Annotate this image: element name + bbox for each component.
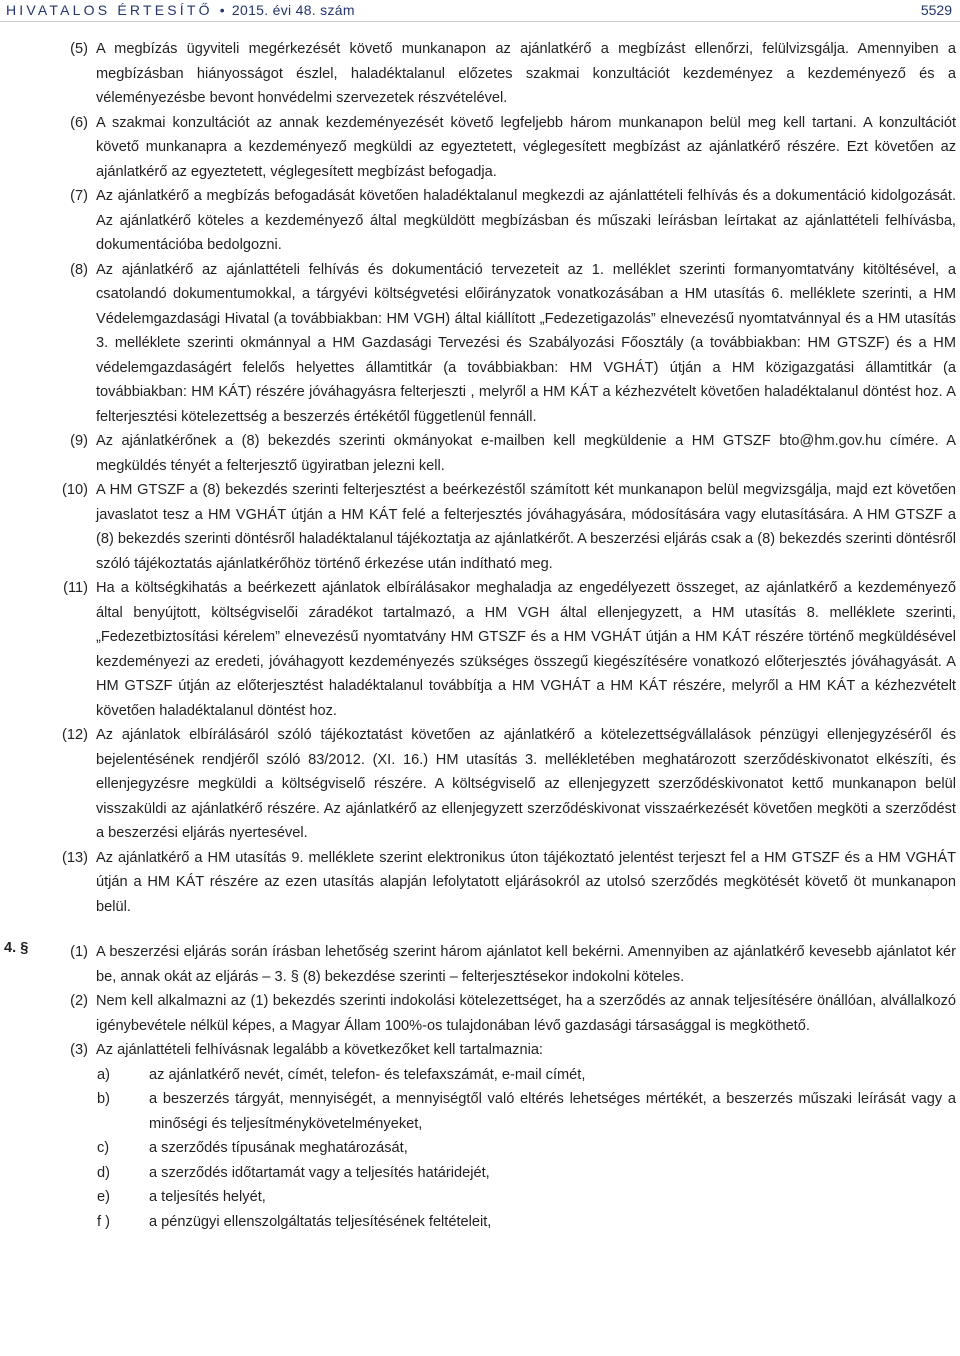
document-body [0,37,960,1234]
list-item [0,1210,960,1235]
paragraph [0,846,960,920]
paragraph-text: A szakmai konzultációt az annak kezdeményezését követő legfeljebb három munkanapon belül meg kell tartani. A konzultációt követő munkanapra a kezdeményező megküldi az egyeztetett, véglegesített megbízást az ajánlatkérő részére. Ezt követően az ajánlatkérő az egyeztetett, véglegesített megbízást befogadja. [96,114,956,180]
paragraph-text: Ha a költségkihatás a beérkezett ajánlatok elbírálásakor meghaladja az engedélyezett összeget, az ajánlatkérő a kezdeményező által benyújtott, költségviselői záradékot tartalmazó, a HM VGH által ellenjegyzett, a HM utasítás 8. melléklete szerinti,„Fedezetbiztosítási kérelem” elnevezésű nyomtatvány HM GTSZF és a HM VGHÁT útján a HM KÁT részére történő megküldésével kezdeményezi az eredeti, jóváhagyott kezdeményezés szükséges összegű kiegészítésére vonatkozó előterjesztés jóváhagyását. A HM GTSZF útján az előterjesztést haladéktalanul továbbítja a HM VGHÁT a HM KÁT részére, melyről a HM KÁT a kézhezvételt követően haladéktalanul döntést hoz. [96,580,956,719]
paragraph-number: (13) [62,849,88,866]
section-4 [0,940,960,1234]
paragraph-number: (6) [70,114,88,131]
paragraph-text: A HM GTSZF a (8) bekezdés szerinti felterjesztést a beérkezéstől számított két munkanapon belül megvizsgálja, majd ezt követően javaslatot tesz a HM VGHÁT útján a HM KÁT felé a felterjesztés jóváhagyására, módosítására vagy elutasítására. A HM GTSZF a (8) bekezdés szerinti döntésről haladéktalanul tájékoztatja az ajánlatkérőt. A beszerzési eljárás csak a (8) bekezdés szerinti döntésről szóló tájékoztatás ajánlatkérőhöz történő érkezése után indítható meg. [96,482,956,572]
requirement-list [0,1063,960,1235]
paragraph-text: Az ajánlatok elbírálásáról szóló tájékoztatást követően az ajánlatkérő a kötelezettségvállalások pénzügyi ellenjegyzéséről és bejelentésének rendjéről szóló 83/2012. (XI. 16.) HM utasítás 3. mellékletében meghatározott szerződéskivonatot elkészíti, és ellenjegyzésre megküldi a költségviselő részére. A költségviselő az ellenjegyzett szerződéskivonatot kettő munkanapon belül visszaküldi az ajánlatkérő részére. Az ajánlatkérő az ellenjegyzett szerződéskivonat visszaérkezését követően megköti a szerződést a beszerzési eljárás nyertesével. [96,727,956,841]
paragraph [0,723,960,846]
list-item-letter: c) [97,1140,110,1156]
list-item-text: a szerződés típusának meghatározását, [149,1140,408,1156]
list-item-text: az ajánlatkérő nevét, címét, telefon- és telefaxszámát, e-mail címét, [149,1066,586,1083]
paragraph-text: Az ajánlatkérő a HM utasítás 9. melléklete szerint elektronikus úton tájékoztató jelentést terjeszt fel a HM GTSZF és a HM VGHÁT útján a HM KÁT részére az ezen utasítás alapján lefolytatott eljárásokról az utolsó szerződés megkötését követő öt munkanapon belül. [96,849,956,915]
list-item [0,1063,960,1088]
paragraph-text: Az ajánlatkérőnek a (8) bekezdés szerinti okmányokat e-mailben kell megküldenie a HM GTSZF bto@hm.gov.hu címére. A megküldés tényét a felterjesztő ügyiratban jelezni kell. [96,433,956,474]
issue-label: 2015. évi 48. szám [231,2,355,18]
paragraph-number: (9) [70,433,88,449]
list-item [0,1087,960,1136]
list-item-text: a beszerzés tárgyát, mennyiségét, a mennyiségtől való eltérés lehetséges mértékét, a beszerzés műszaki leírását vagy a minőségi és teljesítménykövetelményeket, [149,1091,956,1132]
paragraph-text: A beszerzési eljárás során írásban lehetőség szerint három ajánlatot kell bekérni. Amennyiben az ajánlatkérő kevesebb ajánlatot kér be, annak okát az eljárás – 3. § (8) bekezdése szerinti – felterjesztésekor indokolni köteles. [96,944,956,985]
list-item-letter: e) [97,1189,110,1205]
list-item-letter: f ) [97,1213,110,1230]
paragraph-text: A megbízás ügyviteli megérkezését követő munkanapon az ajánlatkérő a megbízást ellenőrzi, felülvizsgálja. Amennyiben a megbízásban hiányosságot észlel, haladéktalanul előzetes szakmai konzultációt kezdeményez a kezdeményező és a véleményezésbe bevont honvédelmi szervezetek részvételével. [96,41,956,106]
paragraph-number: (2) [70,993,88,1009]
paragraph [0,989,960,1038]
paragraph-text: Az ajánlatkérő az ajánlattételi felhívás és dokumentáció tervezeteit az 1. melléklet szerinti formanyomtatvány kitöltésével, a csatolandó dokumentumokkal, a tárgyévi költségvetési előirányzatok vonatkozásában a HM utasítás 6. melléklete szerinti, a HM Védelemgazdasági Hivatal (a továbbiakban: HM VGH) által kiállított „Fedezetigazolás” elnevezésű nyomtatvánnyal és a HM utasítás 3. melléklete szerinti okmánnyal a HM Gazdasági Tervezési és Szabályozási Főosztály (a továbbiakban: HM GTSZF) és a HM védelemgazdaságért felelős helyettes államtitkár (a továbbiakban: HM VGHÁT) útján a HM közigazgatási államtitkár (a továbbiakban: HM KÁT) részére jóváhagyásra felterjeszti , melyről a HM KÁT a kézhezvételt követően haladéktalanul döntést hoz. A felterjesztési kötelezettség a beszerzés értékétől függetlenül fennáll. [96,261,956,425]
page-header [0,0,960,22]
list-item-text: a pénzügyi ellenszolgáltatás teljesítésének feltételeit, [149,1213,492,1230]
paragraph [0,429,960,478]
paragraph [0,1038,960,1063]
list-item-text: a szerződés időtartamát vagy a teljesítés határidejét, [149,1164,490,1181]
header-separator: • [219,2,225,18]
paragraph-number: (3) [70,1042,88,1058]
paragraph-text: Nem kell alkalmazni az (1) bekezdés szerinti indokolási kötelezettséget, ha a szerződés az annak teljesítésére önállóan, alvállalkozó igénybevétele nélkül képes, a Magyar Állam 100%-os tulajdonában lévő gazdasági társasággal is megköthető. [96,993,956,1034]
list-item-letter: b) [97,1091,110,1107]
paragraph-number: (11) [63,580,88,596]
list-item-letter: d) [97,1164,110,1181]
list-item-text: a teljesítés helyét, [149,1189,266,1205]
paragraph-text: Az ajánlattételi felhívásnak legalább a következőket kell tartalmaznia: [96,1042,543,1058]
paragraph [0,111,960,185]
paragraph-number: (10) [62,482,88,498]
paragraph-number: (8) [70,261,88,278]
section-mark: 4. § [4,940,29,956]
header-journal-info [6,2,355,18]
paragraph-number: (5) [70,41,88,57]
paragraph-number: (1) [70,944,88,960]
paragraph-list [0,37,960,919]
paragraph-number: (7) [70,188,88,204]
paragraph [0,37,960,111]
list-item [0,1161,960,1186]
paragraph-number: (12) [62,727,88,743]
list-item [0,1185,960,1210]
page-number: 5529 [920,2,952,18]
section-4-paragraphs [0,940,960,1063]
paragraph-text: Az ajánlatkérő a megbízás befogadását követően haladéktalanul megkezdi az ajánlattételi felhívás és a dokumentáció kidolgozását. Az ajánlatkérő köteles a kezdeményező által megküldött megbízásban és műszaki leírásban leírtakat az ajánlattételi felhívásba, dokumentációba bedolgozni. [96,188,956,253]
paragraph [0,258,960,430]
list-item-letter: a) [97,1066,110,1083]
paragraph [0,478,960,576]
journal-title: HIVATALOS ÉRTESÍTŐ [6,2,213,18]
paragraph [0,940,960,989]
paragraph [0,184,960,258]
list-item [0,1136,960,1161]
paragraph [0,576,960,723]
